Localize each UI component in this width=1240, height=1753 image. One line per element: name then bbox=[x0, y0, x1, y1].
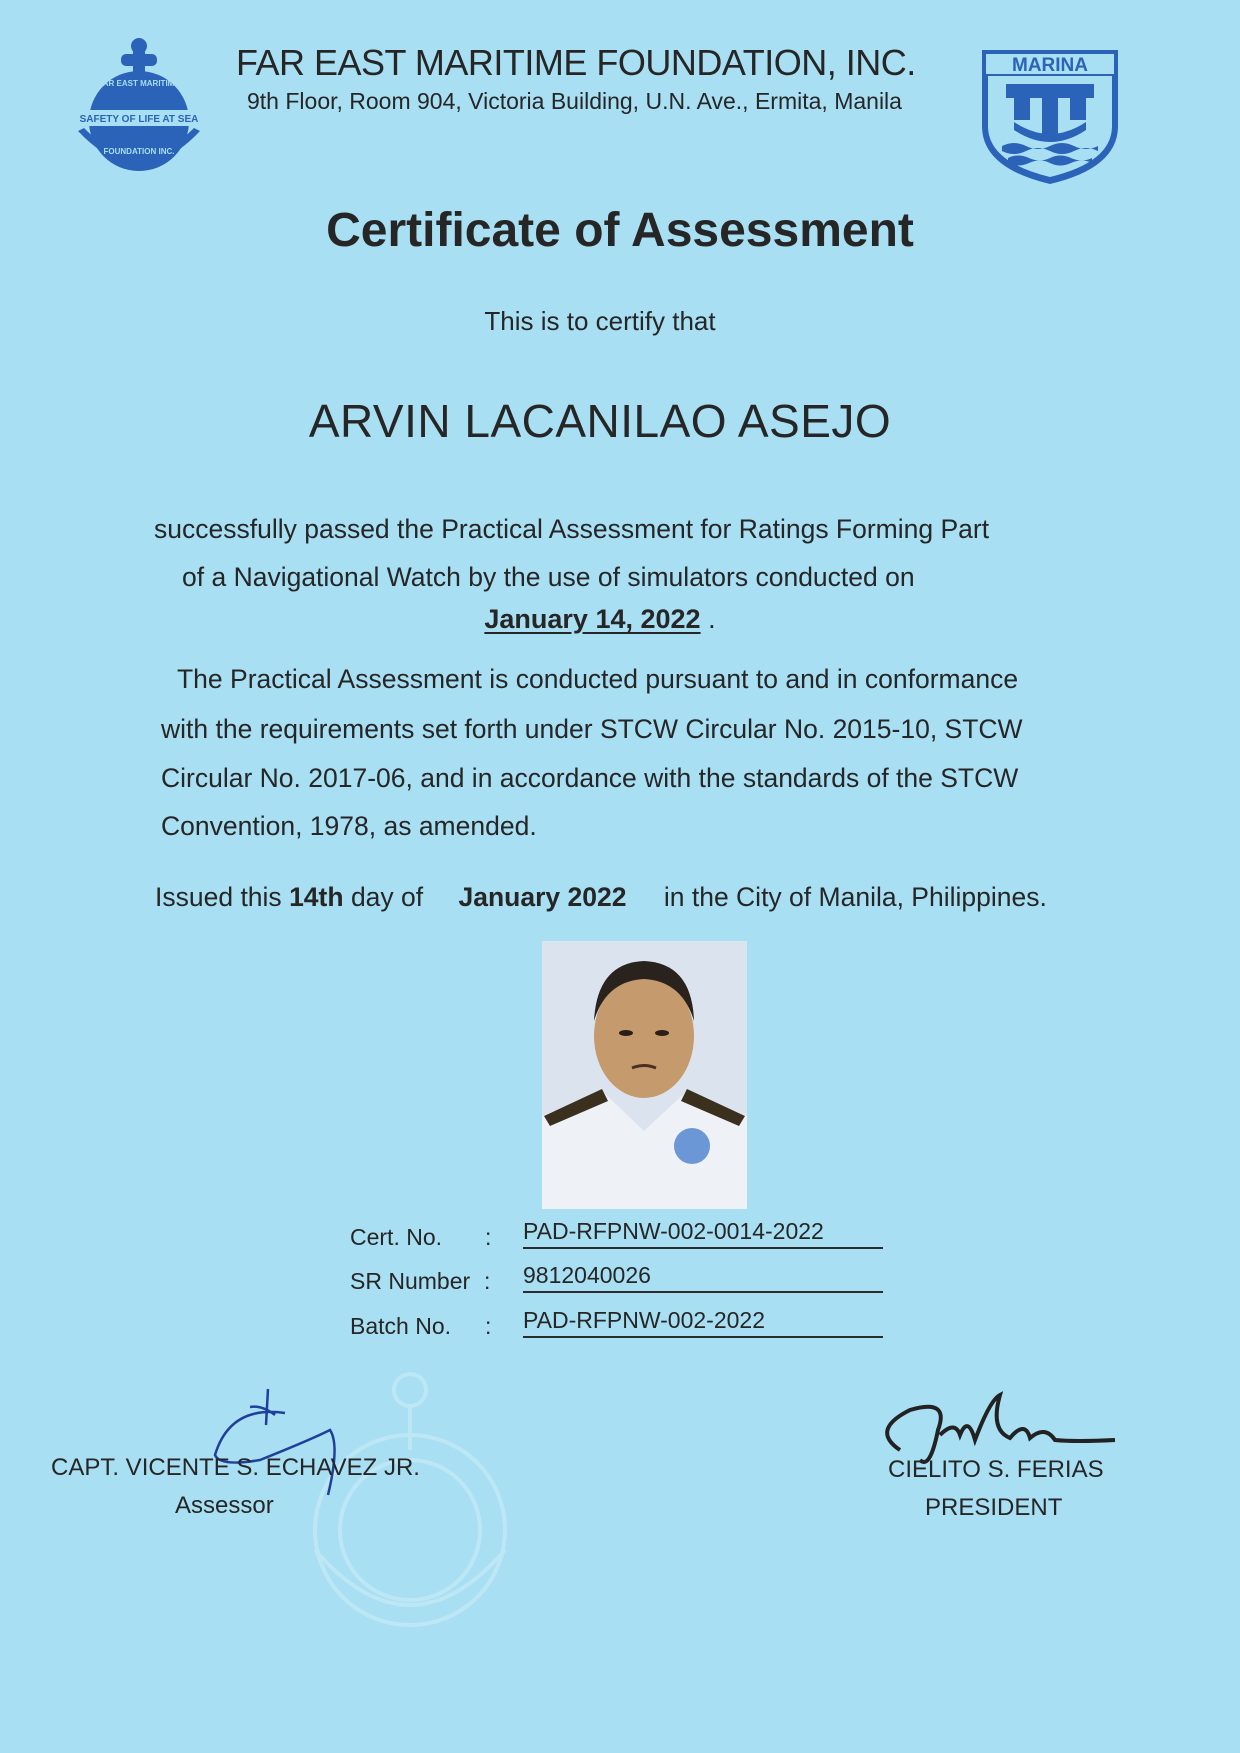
conformance-line-4: Convention, 1978, as amended. bbox=[161, 811, 537, 841]
issued-prefix: Issued this bbox=[155, 882, 282, 912]
far-east-maritime-logo-icon bbox=[66, 36, 212, 184]
issued-day: 14th bbox=[289, 882, 344, 912]
president-role: PRESIDENT bbox=[925, 1494, 1063, 1521]
conducted-date-suffix: . bbox=[708, 604, 716, 634]
sr-number-sep: : bbox=[484, 1268, 491, 1294]
svg-text:SAFETY OF LIFE AT SEA: SAFETY OF LIFE AT SEA bbox=[79, 114, 199, 125]
marina-logo-icon bbox=[978, 46, 1122, 186]
assessor-name: CAPT. VICENTE S. ECHAVEZ JR. bbox=[51, 1454, 420, 1481]
recipient-photo bbox=[542, 941, 747, 1209]
sr-number-value: 9812040026 bbox=[523, 1262, 883, 1293]
issued-suffix: in the City of Manila, Philippines. bbox=[663, 882, 1047, 912]
org-name: FAR EAST MARITIME FOUNDATION, INC. bbox=[236, 42, 916, 83]
conformance-line-3: Circular No. 2017-06, and in accordance with the standards of the STCW bbox=[161, 763, 1019, 793]
body-line-2: of a Navigational Watch by the use of simulators conducted on bbox=[182, 562, 915, 592]
certify-intro: This is to certify that bbox=[484, 306, 716, 336]
svg-text:MARINA: MARINA bbox=[1012, 55, 1088, 76]
org-address: 9th Floor, Room 904, Victoria Building, U.N. Ave., Ermita, Manila bbox=[247, 88, 902, 114]
sr-number-label: SR Number bbox=[350, 1268, 471, 1294]
svg-text:FOUNDATION INC.: FOUNDATION INC. bbox=[103, 147, 175, 156]
conducted-date: January 14, 2022 bbox=[484, 604, 701, 634]
body-line-1: successfully passed the Practical Assessment for Ratings Forming Part bbox=[154, 514, 990, 544]
president-name: CIELITO S. FERIAS bbox=[888, 1456, 1104, 1483]
batch-no-label: Batch No. bbox=[350, 1313, 451, 1339]
certificate-title: Certificate of Assessment bbox=[326, 204, 914, 257]
svg-text:FAR EAST MARITIME: FAR EAST MARITIME bbox=[98, 79, 180, 88]
issued-month-year: January 2022 bbox=[458, 882, 627, 912]
batch-no-value: PAD-RFPNW-002-2022 bbox=[523, 1307, 883, 1338]
conducted-date-line bbox=[0, 604, 1200, 635]
issued-day-of: day of bbox=[350, 882, 424, 912]
cert-no-value: PAD-RFPNW-002-0014-2022 bbox=[523, 1218, 883, 1249]
conformance-line-1: The Practical Assessment is conducted pursuant to and in conformance bbox=[177, 664, 1019, 694]
recipient-name: ARVIN LACANILAO ASEJO bbox=[308, 395, 892, 447]
assessor-signature-icon bbox=[200, 1385, 350, 1505]
person-photo-icon bbox=[542, 941, 747, 1209]
assessor-role: Assessor bbox=[175, 1492, 274, 1519]
cert-no-sep: : bbox=[485, 1224, 492, 1250]
issued-line bbox=[155, 882, 1047, 913]
cert-no-label: Cert. No. bbox=[350, 1224, 443, 1250]
conformance-line-2: with the requirements set forth under STCW Circular No. 2015-10, STCW bbox=[161, 714, 1023, 744]
batch-no-sep: : bbox=[485, 1313, 492, 1339]
